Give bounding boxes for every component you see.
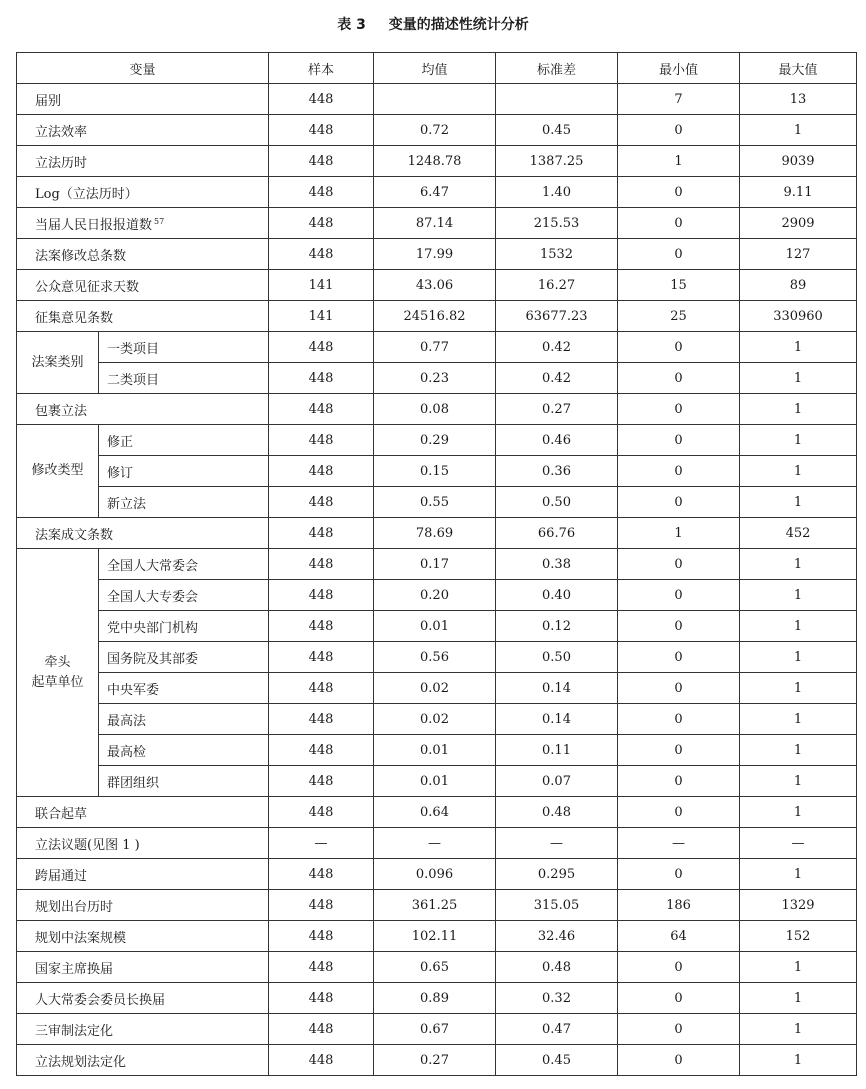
cell-sd: 0.11 xyxy=(496,735,618,766)
row-label: 立法议题(见图 1 ) xyxy=(17,828,269,859)
cell-max: 1 xyxy=(740,859,857,890)
cell-mean: 0.20 xyxy=(374,580,496,611)
cell-sd: 0.295 xyxy=(496,859,618,890)
table-caption xyxy=(0,14,866,34)
cell-min: 0 xyxy=(618,549,740,580)
cell-mean: 1248.78 xyxy=(374,146,496,177)
row-label: 包裹立法 xyxy=(17,394,269,425)
cell-sd: 0.14 xyxy=(496,704,618,735)
sub-row-label: 最高法 xyxy=(99,704,269,735)
cell-n: 448 xyxy=(269,859,374,890)
cell-n: 448 xyxy=(269,580,374,611)
cell-sd: 0.48 xyxy=(496,797,618,828)
cell-n: 448 xyxy=(269,146,374,177)
row-label: 立法历时 xyxy=(17,146,269,177)
group-label-line1: 牵头 xyxy=(44,654,71,670)
cell-min: 0 xyxy=(618,580,740,611)
cell-min: 0 xyxy=(618,115,740,146)
cell-mean: 0.01 xyxy=(374,766,496,797)
table-row xyxy=(17,394,857,425)
header-min: 最小值 xyxy=(618,53,740,84)
cell-mean: — xyxy=(374,828,496,859)
cell-sd: 0.42 xyxy=(496,332,618,363)
cell-min: — xyxy=(618,828,740,859)
cell-sd: 0.50 xyxy=(496,642,618,673)
cell-max: 1 xyxy=(740,735,857,766)
cell-max: 1 xyxy=(740,673,857,704)
cell-sd: 0.07 xyxy=(496,766,618,797)
row-label: Log（立法历时） xyxy=(17,177,269,208)
cell-max: 152 xyxy=(740,921,857,952)
cell-n: 448 xyxy=(269,704,374,735)
row-label: 人大常委会委员长换届 xyxy=(17,983,269,1014)
cell-max: 1 xyxy=(740,766,857,797)
cell-min: 64 xyxy=(618,921,740,952)
header-row xyxy=(17,53,857,84)
cell-max: 127 xyxy=(740,239,857,270)
cell-min: 0 xyxy=(618,642,740,673)
row-label: 规划中法案规模 xyxy=(17,921,269,952)
cell-n: 448 xyxy=(269,983,374,1014)
cell-n: 448 xyxy=(269,394,374,425)
cell-mean: 0.02 xyxy=(374,704,496,735)
cell-mean: 24516.82 xyxy=(374,301,496,332)
table-row xyxy=(17,115,857,146)
footnote-marker: 57 xyxy=(154,216,165,226)
row-label: 联合起草 xyxy=(17,797,269,828)
row-label: 国家主席换届 xyxy=(17,952,269,983)
cell-n: 448 xyxy=(269,177,374,208)
row-label: 三审制法定化 xyxy=(17,1014,269,1045)
cell-min: 0 xyxy=(618,952,740,983)
cell-mean: 0.77 xyxy=(374,332,496,363)
cell-sd: 0.36 xyxy=(496,456,618,487)
group-label xyxy=(17,549,99,797)
cell-n: — xyxy=(269,828,374,859)
cell-min: 0 xyxy=(618,735,740,766)
sub-row-label: 党中央部门机构 xyxy=(99,611,269,642)
cell-min: 0 xyxy=(618,425,740,456)
cell-n: 448 xyxy=(269,797,374,828)
table-title: 变量的描述性统计分析 xyxy=(388,17,529,33)
cell-sd: 315.05 xyxy=(496,890,618,921)
cell-max: 9.11 xyxy=(740,177,857,208)
cell-mean: 43.06 xyxy=(374,270,496,301)
cell-max: 13 xyxy=(740,84,857,115)
cell-mean: 0.01 xyxy=(374,735,496,766)
table-row xyxy=(17,549,857,580)
sub-row-label: 中央军委 xyxy=(99,673,269,704)
row-label: 跨届通过 xyxy=(17,859,269,890)
cell-sd: 1.40 xyxy=(496,177,618,208)
cell-n: 448 xyxy=(269,642,374,673)
cell-n: 448 xyxy=(269,890,374,921)
cell-sd: 0.45 xyxy=(496,115,618,146)
table-row xyxy=(17,363,857,394)
cell-min: 0 xyxy=(618,1045,740,1076)
header-max: 最大值 xyxy=(740,53,857,84)
cell-max: 1 xyxy=(740,952,857,983)
sub-row-label: 新立法 xyxy=(99,487,269,518)
table-row xyxy=(17,983,857,1014)
cell-max: 1 xyxy=(740,425,857,456)
cell-min: 7 xyxy=(618,84,740,115)
cell-max: 1 xyxy=(740,549,857,580)
cell-max: 1 xyxy=(740,1014,857,1045)
cell-sd: 32.46 xyxy=(496,921,618,952)
sub-row-label: 二类项目 xyxy=(99,363,269,394)
cell-max: 9039 xyxy=(740,146,857,177)
cell-n: 448 xyxy=(269,239,374,270)
group-label: 法案类别 xyxy=(17,332,99,394)
cell-sd: 63677.23 xyxy=(496,301,618,332)
cell-n: 448 xyxy=(269,208,374,239)
table-row xyxy=(17,301,857,332)
cell-mean: 17.99 xyxy=(374,239,496,270)
cell-max: 1 xyxy=(740,487,857,518)
cell-max: 1 xyxy=(740,456,857,487)
cell-mean: 78.69 xyxy=(374,518,496,549)
sub-row-label: 一类项目 xyxy=(99,332,269,363)
header-variable: 变量 xyxy=(17,53,269,84)
cell-sd: 0.50 xyxy=(496,487,618,518)
cell-sd: 215.53 xyxy=(496,208,618,239)
cell-min: 0 xyxy=(618,363,740,394)
cell-min: 0 xyxy=(618,394,740,425)
cell-mean: 0.72 xyxy=(374,115,496,146)
cell-min: 0 xyxy=(618,239,740,270)
cell-mean: 102.11 xyxy=(374,921,496,952)
row-label: 法案成文条数 xyxy=(17,518,269,549)
table-row xyxy=(17,487,857,518)
cell-max: 1 xyxy=(740,611,857,642)
table-row xyxy=(17,766,857,797)
row-label: 法案修改总条数 xyxy=(17,239,269,270)
cell-sd: 0.38 xyxy=(496,549,618,580)
cell-mean: 0.89 xyxy=(374,983,496,1014)
cell-max: 89 xyxy=(740,270,857,301)
cell-min: 15 xyxy=(618,270,740,301)
sub-row-label: 修订 xyxy=(99,456,269,487)
table-row xyxy=(17,735,857,766)
cell-max: 1 xyxy=(740,363,857,394)
cell-mean: 0.08 xyxy=(374,394,496,425)
cell-n: 448 xyxy=(269,735,374,766)
table-row xyxy=(17,84,857,115)
cell-mean: 0.096 xyxy=(374,859,496,890)
table-row xyxy=(17,704,857,735)
cell-sd: 0.47 xyxy=(496,1014,618,1045)
table-row xyxy=(17,208,857,239)
cell-max: 1 xyxy=(740,983,857,1014)
cell-sd: 1387.25 xyxy=(496,146,618,177)
cell-min: 0 xyxy=(618,983,740,1014)
cell-max: 1 xyxy=(740,332,857,363)
table-row xyxy=(17,642,857,673)
sub-row-label: 群团组织 xyxy=(99,766,269,797)
table-row xyxy=(17,828,857,859)
table-row xyxy=(17,425,857,456)
table-row xyxy=(17,146,857,177)
table-row xyxy=(17,611,857,642)
cell-sd: 1532 xyxy=(496,239,618,270)
sub-row-label: 修正 xyxy=(99,425,269,456)
cell-sd: 0.32 xyxy=(496,983,618,1014)
cell-n: 448 xyxy=(269,456,374,487)
table-row xyxy=(17,239,857,270)
row-label: 立法规划法定化 xyxy=(17,1045,269,1076)
cell-n: 141 xyxy=(269,301,374,332)
cell-mean: 0.55 xyxy=(374,487,496,518)
sub-row-label: 国务院及其部委 xyxy=(99,642,269,673)
cell-n: 448 xyxy=(269,363,374,394)
cell-mean: 0.01 xyxy=(374,611,496,642)
table-row xyxy=(17,1045,857,1076)
cell-min: 0 xyxy=(618,1014,740,1045)
row-label: 立法效率 xyxy=(17,115,269,146)
cell-min: 0 xyxy=(618,766,740,797)
cell-mean: 6.47 xyxy=(374,177,496,208)
cell-min: 0 xyxy=(618,332,740,363)
cell-n: 448 xyxy=(269,673,374,704)
cell-sd: 0.42 xyxy=(496,363,618,394)
table-row xyxy=(17,673,857,704)
cell-mean: 0.29 xyxy=(374,425,496,456)
cell-sd: 0.27 xyxy=(496,394,618,425)
cell-min: 0 xyxy=(618,797,740,828)
sub-row-label: 全国人大常委会 xyxy=(99,549,269,580)
table-row xyxy=(17,580,857,611)
sub-row-label: 最高检 xyxy=(99,735,269,766)
group-label: 修改类型 xyxy=(17,425,99,518)
cell-max: 452 xyxy=(740,518,857,549)
cell-n: 448 xyxy=(269,332,374,363)
cell-max: 1 xyxy=(740,642,857,673)
cell-sd: 0.14 xyxy=(496,673,618,704)
sub-row-label: 全国人大专委会 xyxy=(99,580,269,611)
cell-n: 448 xyxy=(269,611,374,642)
cell-n: 141 xyxy=(269,270,374,301)
cell-mean: 0.64 xyxy=(374,797,496,828)
cell-mean: 87.14 xyxy=(374,208,496,239)
cell-n: 448 xyxy=(269,921,374,952)
cell-max: 2909 xyxy=(740,208,857,239)
cell-n: 448 xyxy=(269,115,374,146)
table-row xyxy=(17,952,857,983)
cell-mean: 0.27 xyxy=(374,1045,496,1076)
cell-n: 448 xyxy=(269,766,374,797)
cell-min: 0 xyxy=(618,487,740,518)
cell-max: 1 xyxy=(740,394,857,425)
cell-min: 0 xyxy=(618,859,740,890)
cell-mean: 0.67 xyxy=(374,1014,496,1045)
cell-min: 0 xyxy=(618,673,740,704)
cell-sd: 66.76 xyxy=(496,518,618,549)
cell-n: 448 xyxy=(269,1045,374,1076)
group-label-line2: 起草单位 xyxy=(31,674,84,690)
cell-min: 1 xyxy=(618,146,740,177)
cell-sd: 0.45 xyxy=(496,1045,618,1076)
cell-n: 448 xyxy=(269,84,374,115)
cell-n: 448 xyxy=(269,487,374,518)
cell-sd: 0.40 xyxy=(496,580,618,611)
cell-max: 1 xyxy=(740,797,857,828)
table-row xyxy=(17,270,857,301)
cell-sd xyxy=(496,84,618,115)
table-row xyxy=(17,177,857,208)
table-row xyxy=(17,797,857,828)
cell-mean: 361.25 xyxy=(374,890,496,921)
header-sd: 标准差 xyxy=(496,53,618,84)
cell-sd: 0.48 xyxy=(496,952,618,983)
descriptive-statistics-table xyxy=(16,52,857,1076)
cell-sd: 16.27 xyxy=(496,270,618,301)
cell-mean: 0.17 xyxy=(374,549,496,580)
cell-max: 1 xyxy=(740,580,857,611)
cell-max: — xyxy=(740,828,857,859)
cell-sd: 0.12 xyxy=(496,611,618,642)
cell-mean: 0.65 xyxy=(374,952,496,983)
table-row xyxy=(17,890,857,921)
cell-min: 0 xyxy=(618,611,740,642)
cell-mean: 0.02 xyxy=(374,673,496,704)
row-label: 征集意见条数 xyxy=(17,301,269,332)
cell-n: 448 xyxy=(269,952,374,983)
cell-n: 448 xyxy=(269,549,374,580)
cell-sd: 0.46 xyxy=(496,425,618,456)
cell-min: 25 xyxy=(618,301,740,332)
table-row xyxy=(17,518,857,549)
cell-min: 0 xyxy=(618,177,740,208)
table-number: 表 3 xyxy=(337,17,366,33)
cell-min: 0 xyxy=(618,704,740,735)
cell-max: 1 xyxy=(740,1045,857,1076)
table-row xyxy=(17,332,857,363)
header-mean: 均值 xyxy=(374,53,496,84)
cell-min: 186 xyxy=(618,890,740,921)
table-row xyxy=(17,456,857,487)
cell-n: 448 xyxy=(269,518,374,549)
cell-mean: 0.15 xyxy=(374,456,496,487)
cell-max: 1 xyxy=(740,115,857,146)
table-row xyxy=(17,859,857,890)
cell-min: 0 xyxy=(618,456,740,487)
cell-n: 448 xyxy=(269,1014,374,1045)
table-row xyxy=(17,1014,857,1045)
cell-n: 448 xyxy=(269,425,374,456)
row-label: 届别 xyxy=(17,84,269,115)
cell-mean: 0.23 xyxy=(374,363,496,394)
cell-max: 1 xyxy=(740,704,857,735)
cell-max: 330960 xyxy=(740,301,857,332)
cell-min: 0 xyxy=(618,208,740,239)
header-n: 样本 xyxy=(269,53,374,84)
cell-min: 1 xyxy=(618,518,740,549)
cell-mean: 0.56 xyxy=(374,642,496,673)
row-label: 公众意见征求天数 xyxy=(17,270,269,301)
row-label xyxy=(17,208,269,239)
row-label: 规划出台历时 xyxy=(17,890,269,921)
cell-max: 1329 xyxy=(740,890,857,921)
cell-mean xyxy=(374,84,496,115)
row-label-text: 当届人民日报报道数 xyxy=(35,217,153,233)
table-row xyxy=(17,921,857,952)
cell-sd: — xyxy=(496,828,618,859)
